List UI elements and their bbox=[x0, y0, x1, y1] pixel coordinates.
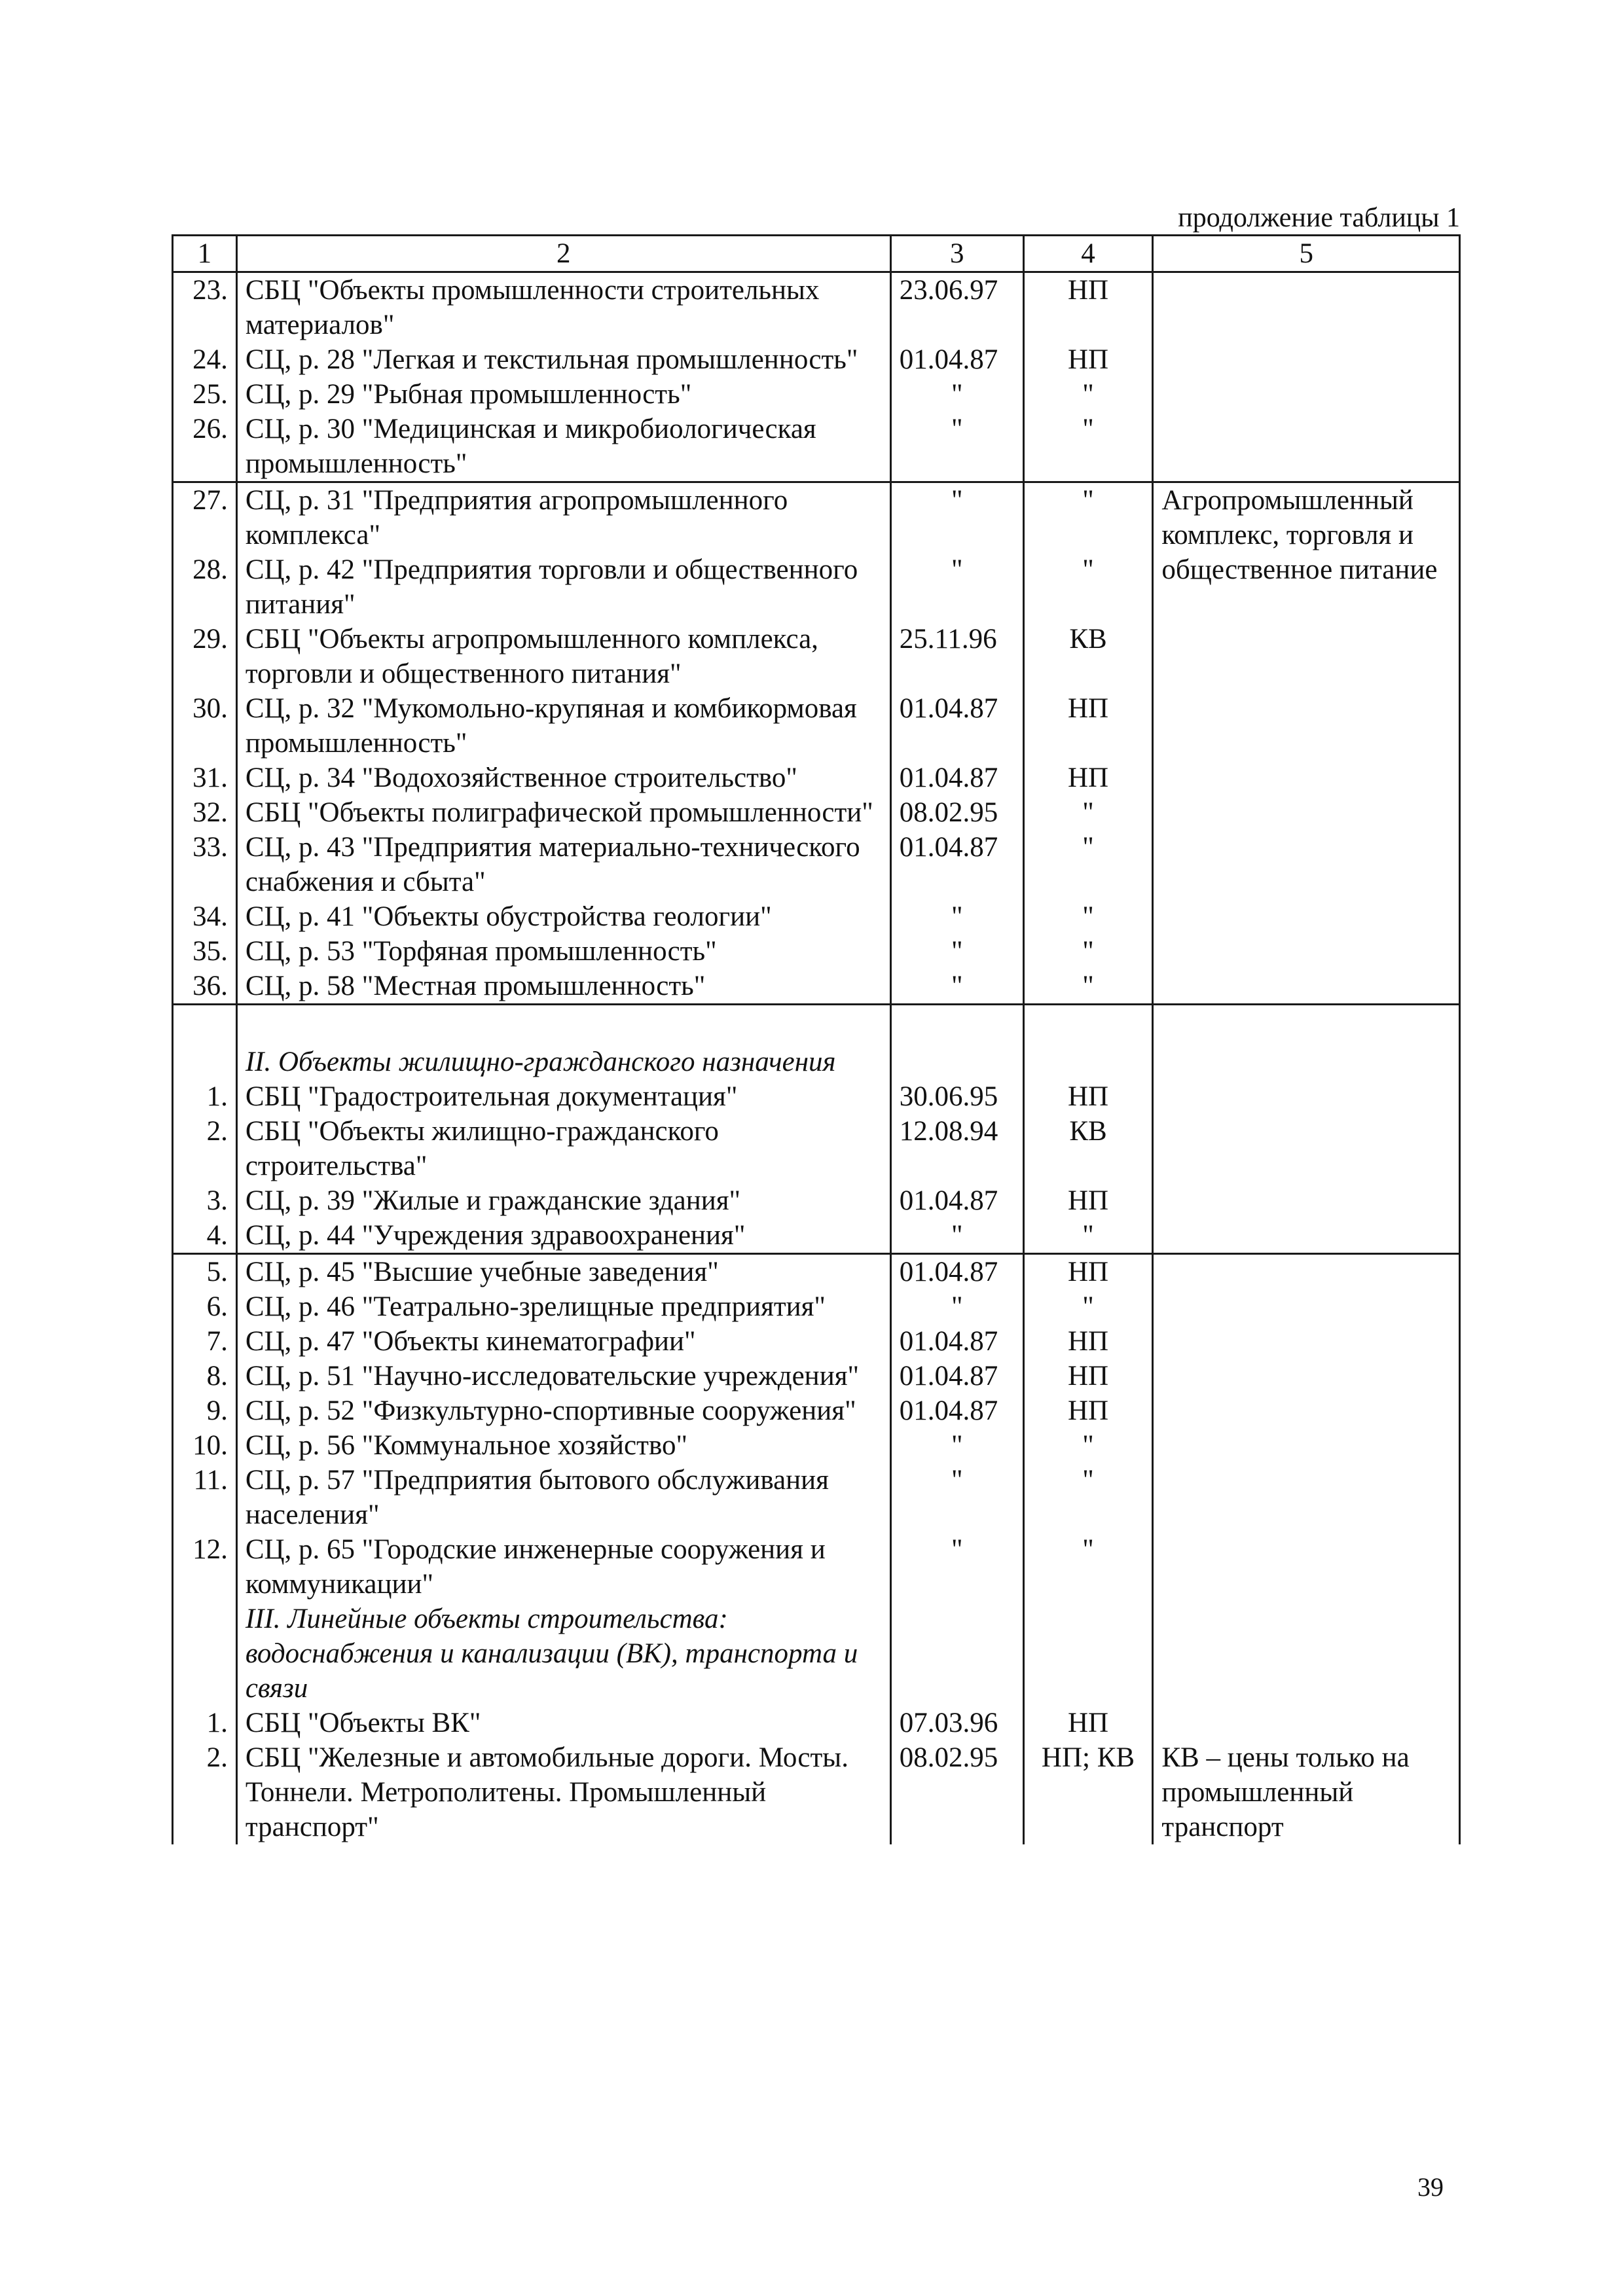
price-basis: НП bbox=[1023, 342, 1153, 377]
effective-date: 30.06.95 bbox=[890, 1079, 1023, 1114]
effective-date: 01.04.87 bbox=[890, 1393, 1023, 1428]
catalog-name: СЦ, р. 32 "Мукомольно-крупяная и комбикормовая промышленность" bbox=[236, 691, 890, 761]
price-basis: " bbox=[1023, 830, 1153, 899]
header-row bbox=[173, 236, 1460, 272]
section-title: III. Линейные объекты строительства: водоснабжения и канализации (ВК), транспорта и связи bbox=[236, 1602, 890, 1706]
table-caption: продолжение таблицы 1 bbox=[1178, 203, 1460, 233]
section-residential bbox=[173, 1005, 1460, 1254]
catalog-name: СБЦ "Объекты промышленности строительных материалов" bbox=[236, 272, 890, 343]
price-basis: КВ bbox=[1023, 622, 1153, 691]
catalog-name: СЦ, р. 58 "Местная промышленность" bbox=[236, 969, 890, 1005]
catalog-name: СБЦ "Объекты жилищно-гражданского строительства" bbox=[236, 1114, 890, 1183]
effective-date: 07.03.96 bbox=[890, 1706, 1023, 1740]
price-basis: НП bbox=[1023, 691, 1153, 761]
catalog-name: СЦ, р. 42 "Предприятия торговли и общественного питания" bbox=[236, 552, 890, 622]
row-number: 32. bbox=[173, 795, 237, 830]
effective-date: " bbox=[890, 377, 1023, 412]
row-number: 12. bbox=[173, 1532, 237, 1602]
catalog-name: СЦ, р. 65 "Городские инженерные сооружения и коммуникации" bbox=[236, 1532, 890, 1602]
row-number: 9. bbox=[173, 1393, 237, 1428]
note-cell bbox=[1153, 1254, 1460, 1741]
effective-date: 25.11.96 bbox=[890, 622, 1023, 691]
row-number: 36. bbox=[173, 969, 237, 1005]
row-number: 23. bbox=[173, 272, 237, 343]
row-number: 10. bbox=[173, 1428, 237, 1463]
catalog-name: СЦ, р. 31 "Предприятия агропромышленного комплекса" bbox=[236, 482, 890, 553]
effective-date: 01.04.87 bbox=[890, 691, 1023, 761]
price-basis: " bbox=[1023, 377, 1153, 412]
catalog-name: СЦ, р. 57 "Предприятия бытового обслуживания населения" bbox=[236, 1463, 890, 1532]
price-basis: " bbox=[1023, 482, 1153, 553]
effective-date: " bbox=[890, 899, 1023, 934]
section-industry-a bbox=[173, 272, 1460, 482]
price-basis: " bbox=[1023, 1463, 1153, 1532]
price-basis: НП bbox=[1023, 1393, 1153, 1428]
price-basis: " bbox=[1023, 1532, 1153, 1602]
price-basis: НП bbox=[1023, 1254, 1153, 1290]
catalog-name: СЦ, р. 41 "Объекты обустройства геологии" bbox=[236, 899, 890, 934]
effective-date: " bbox=[890, 1463, 1023, 1532]
catalog-name: СЦ, р. 44 "Учреждения здравоохранения" bbox=[236, 1218, 890, 1254]
row-number: 2. bbox=[173, 1740, 237, 1844]
catalog-name: СЦ, р. 47 "Объекты кинематографии" bbox=[236, 1324, 890, 1359]
section-title: II. Объекты жилищно-гражданского назначения bbox=[236, 1045, 890, 1079]
column-header: 3 bbox=[890, 236, 1023, 272]
catalog-name: СЦ, р. 46 "Театрально-зрелищные предприятия" bbox=[236, 1289, 890, 1324]
row-number: 1. bbox=[173, 1706, 237, 1740]
price-basis: " bbox=[1023, 1428, 1153, 1463]
row-number: 31. bbox=[173, 761, 237, 795]
price-basis: " bbox=[1023, 899, 1153, 934]
catalog-name: СЦ, р. 28 "Легкая и текстильная промышленность" bbox=[236, 342, 890, 377]
effective-date: " bbox=[890, 1532, 1023, 1602]
table-row bbox=[173, 272, 1460, 343]
row-number: 28. bbox=[173, 552, 237, 622]
note-cell bbox=[1153, 1005, 1460, 1254]
effective-date: 08.02.95 bbox=[890, 1740, 1023, 1844]
row-number: 1. bbox=[173, 1079, 237, 1114]
row-number: 5. bbox=[173, 1254, 237, 1290]
column-header: 5 bbox=[1153, 236, 1460, 272]
row-number: 4. bbox=[173, 1218, 237, 1254]
row-number: 35. bbox=[173, 934, 237, 969]
row-number: 24. bbox=[173, 342, 237, 377]
table-row bbox=[173, 1254, 1460, 1290]
effective-date: " bbox=[890, 1218, 1023, 1254]
effective-date: " bbox=[890, 1428, 1023, 1463]
price-basis: " bbox=[1023, 934, 1153, 969]
catalog-name: СЦ, р. 39 "Жилые и гражданские здания" bbox=[236, 1183, 890, 1218]
row-number: 33. bbox=[173, 830, 237, 899]
effective-date: 12.08.94 bbox=[890, 1114, 1023, 1183]
column-header: 2 bbox=[236, 236, 890, 272]
note-agro: Агропромышленный комплекс, торговля и общественное питание bbox=[1153, 482, 1460, 1005]
effective-date: " bbox=[890, 412, 1023, 482]
price-basis: НП bbox=[1023, 1359, 1153, 1393]
column-header: 4 bbox=[1023, 236, 1153, 272]
effective-date: 01.04.87 bbox=[890, 342, 1023, 377]
catalog-name: СБЦ "Объекты агропромышленного комплекса, торговли и общественного питания" bbox=[236, 622, 890, 691]
price-basis: НП bbox=[1023, 1079, 1153, 1114]
price-basis: " bbox=[1023, 412, 1153, 482]
effective-date: 01.04.87 bbox=[890, 830, 1023, 899]
catalog-name: СЦ, р. 34 "Водохозяйственное строительство" bbox=[236, 761, 890, 795]
price-basis: КВ bbox=[1023, 1114, 1153, 1183]
price-basis: НП bbox=[1023, 1706, 1153, 1740]
catalog-name: СЦ, р. 51 "Научно-исследовательские учреждения" bbox=[236, 1359, 890, 1393]
effective-date: " bbox=[890, 1289, 1023, 1324]
catalog-name: СБЦ "Градостроительная документация" bbox=[236, 1079, 890, 1114]
price-basis: НП bbox=[1023, 1183, 1153, 1218]
effective-date: " bbox=[890, 934, 1023, 969]
row-number: 2. bbox=[173, 1114, 237, 1183]
row-number: 8. bbox=[173, 1359, 237, 1393]
row-number: 29. bbox=[173, 622, 237, 691]
table-row bbox=[173, 1740, 1460, 1844]
effective-date: 01.04.87 bbox=[890, 1359, 1023, 1393]
section-residential-b bbox=[173, 1254, 1460, 1845]
row-number: 26. bbox=[173, 412, 237, 482]
effective-date: 01.04.87 bbox=[890, 1324, 1023, 1359]
catalog-name: СЦ, р. 56 "Коммунальное хозяйство" bbox=[236, 1428, 890, 1463]
effective-date: " bbox=[890, 552, 1023, 622]
row-number: 7. bbox=[173, 1324, 237, 1359]
catalog-name: СЦ, р. 30 "Медицинская и микробиологическая промышленность" bbox=[236, 412, 890, 482]
price-basis: " bbox=[1023, 795, 1153, 830]
column-header: 1 bbox=[173, 236, 237, 272]
catalog-name: СЦ, р. 53 "Торфяная промышленность" bbox=[236, 934, 890, 969]
row-number: 6. bbox=[173, 1289, 237, 1324]
catalog-name: СЦ, р. 52 "Физкультурно-спортивные сооружения" bbox=[236, 1393, 890, 1428]
row-number: 30. bbox=[173, 691, 237, 761]
catalog-name: СБЦ "Объекты полиграфической промышленности" bbox=[236, 795, 890, 830]
row-number: 11. bbox=[173, 1463, 237, 1532]
catalog-name: СБЦ "Объекты ВК" bbox=[236, 1706, 890, 1740]
price-basis: НП bbox=[1023, 1324, 1153, 1359]
catalog-name: СЦ, р. 45 "Высшие учебные заведения" bbox=[236, 1254, 890, 1290]
note-cell bbox=[1153, 272, 1460, 482]
section-industry-b bbox=[173, 482, 1460, 1005]
page-number: 39 bbox=[1417, 2172, 1444, 2202]
row-number: 25. bbox=[173, 377, 237, 412]
row-number: 27. bbox=[173, 482, 237, 553]
effective-date: " bbox=[890, 969, 1023, 1005]
effective-date: " bbox=[890, 482, 1023, 553]
effective-date: 08.02.95 bbox=[890, 795, 1023, 830]
spacer-row bbox=[173, 1005, 1460, 1045]
price-basis: НП bbox=[1023, 272, 1153, 343]
row-number: 34. bbox=[173, 899, 237, 934]
price-catalog-table bbox=[172, 234, 1461, 1844]
catalog-name: СЦ, р. 29 "Рыбная промышленность" bbox=[236, 377, 890, 412]
catalog-name: СЦ, р. 43 "Предприятия материально-технического снабжения и сбыта" bbox=[236, 830, 890, 899]
table-row bbox=[173, 482, 1460, 553]
price-basis: НП; КВ bbox=[1023, 1740, 1153, 1844]
note-transport: КВ – цены только на промышленный транспорт bbox=[1153, 1740, 1460, 1844]
effective-date: 01.04.87 bbox=[890, 1254, 1023, 1290]
row-number: 3. bbox=[173, 1183, 237, 1218]
price-basis: НП bbox=[1023, 761, 1153, 795]
price-basis: " bbox=[1023, 552, 1153, 622]
catalog-name: СБЦ "Железные и автомобильные дороги. Мосты. Тоннели. Метрополитены. Промышленный транспорт" bbox=[236, 1740, 890, 1844]
effective-date: 01.04.87 bbox=[890, 1183, 1023, 1218]
effective-date: 01.04.87 bbox=[890, 761, 1023, 795]
price-basis: " bbox=[1023, 1289, 1153, 1324]
price-basis: " bbox=[1023, 1218, 1153, 1254]
price-basis: " bbox=[1023, 969, 1153, 1005]
effective-date: 23.06.97 bbox=[890, 272, 1023, 343]
